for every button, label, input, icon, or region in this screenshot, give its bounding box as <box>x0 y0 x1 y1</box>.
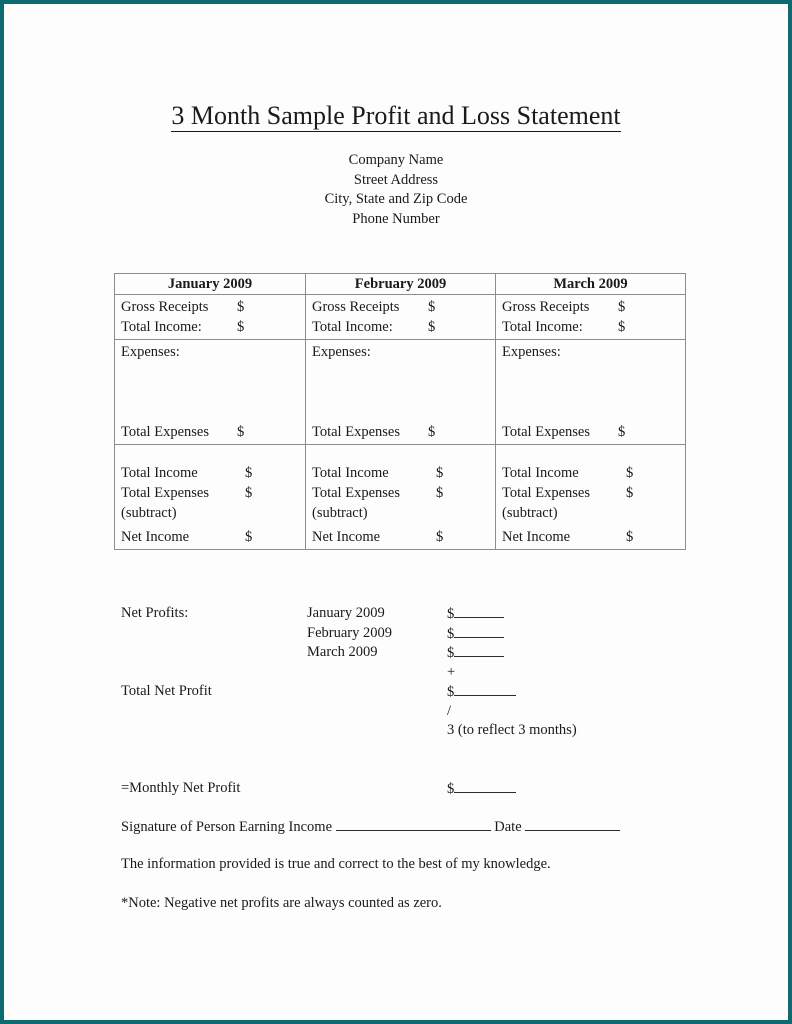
expenses-label: Expenses: <box>502 344 561 360</box>
currency-symbol: $ <box>447 645 455 661</box>
table-header-row <box>115 274 686 295</box>
summary-total-income-value: $ <box>245 465 253 481</box>
net-profit-february-blank[interactable] <box>454 624 504 638</box>
total-income-label: Total Income: <box>312 319 393 335</box>
column-header-january: January 2009 <box>115 274 306 295</box>
date-field[interactable] <box>525 817 620 831</box>
summary-total-income-label: Total Income <box>312 465 389 481</box>
total-expenses-label: Total Expenses <box>121 424 209 440</box>
subtract-note: (subtract) <box>312 505 368 521</box>
total-net-profit-amount <box>447 682 516 703</box>
currency-symbol: $ <box>447 625 455 642</box>
summary-total-income-label: Total Income <box>121 465 198 481</box>
summary-cell-january <box>115 445 306 550</box>
net-profit-amount-january <box>447 604 504 625</box>
monthly-net-profit-row <box>121 779 455 799</box>
attestation-text: The information provided is true and correct to the best of my knowledge. <box>121 856 551 872</box>
expenses-label: Expenses: <box>312 344 371 360</box>
net-profit-month-february: February 2009 <box>307 624 392 641</box>
net-profit-month-january: January 2009 <box>307 605 385 621</box>
document-sheet <box>4 4 788 1020</box>
net-income-label: Net Income <box>121 529 190 545</box>
summary-total-expenses-value: $ <box>626 485 634 501</box>
summary-cell-february <box>306 445 496 550</box>
signature-row <box>121 817 620 838</box>
net-profits-label: Net Profits: <box>121 605 189 621</box>
monthly-net-profit-amount <box>447 779 516 800</box>
signature-label: Signature of Person Earning Income <box>121 819 333 835</box>
income-cell-february <box>306 295 496 340</box>
column-header-february: February 2009 <box>306 274 496 295</box>
gross-receipts-value: $ <box>237 299 245 315</box>
summary-total-income-value: $ <box>436 465 444 481</box>
monthly-net-profit-blank[interactable] <box>454 779 516 793</box>
signature-field[interactable] <box>336 817 491 831</box>
summary-total-expenses-value: $ <box>436 485 444 501</box>
gross-receipts-label: Gross Receipts <box>312 299 400 315</box>
summary-total-expenses-label: Total Expenses <box>502 485 590 501</box>
company-name: Company Name <box>348 152 444 168</box>
gross-receipts-value: $ <box>428 299 436 315</box>
total-expenses-value: $ <box>428 424 436 440</box>
total-net-profit-label: Total Net Profit <box>121 683 212 699</box>
gross-receipts-label: Gross Receipts <box>502 299 590 315</box>
net-profit-amount-february <box>447 624 504 645</box>
total-income-label: Total Income: <box>502 319 583 335</box>
expenses-label: Expenses: <box>121 344 180 360</box>
currency-symbol: $ <box>447 781 455 797</box>
page-title <box>4 100 788 132</box>
net-profit-march-blank[interactable] <box>454 643 504 657</box>
total-income-value: $ <box>428 319 436 335</box>
currency-symbol: $ <box>447 684 455 700</box>
street-address: Street Address <box>353 171 439 188</box>
net-profit-amount-march <box>447 643 504 664</box>
subtract-note: (subtract) <box>502 505 558 521</box>
net-income-value: $ <box>436 529 444 545</box>
total-income-value: $ <box>618 319 626 335</box>
phone-number: Phone Number <box>352 210 440 227</box>
total-expenses-value: $ <box>618 424 626 440</box>
footnote-text: *Note: Negative net profits are always counted as zero. <box>121 895 442 911</box>
profit-loss-table <box>114 273 686 550</box>
net-income-value: $ <box>626 529 634 545</box>
net-income-label: Net Income <box>502 529 571 545</box>
plus-operator: + <box>447 663 456 680</box>
monthly-net-profit-label: =Monthly Net Profit <box>121 780 241 796</box>
date-label: Date <box>494 819 522 835</box>
net-income-label: Net Income <box>312 529 381 545</box>
expenses-cell-march <box>496 340 686 445</box>
summary-total-income-label: Total Income <box>502 465 579 481</box>
city-state-zip: City, State and Zip Code <box>324 191 468 207</box>
net-income-value: $ <box>245 529 253 545</box>
summary-cell-march <box>496 445 686 550</box>
table-row-expenses <box>115 340 686 445</box>
total-net-profit-blank[interactable] <box>454 682 516 696</box>
income-cell-march <box>496 295 686 340</box>
net-profit-month-march: March 2009 <box>307 644 378 660</box>
income-cell-january <box>115 295 306 340</box>
net-profit-january-blank[interactable] <box>454 604 504 618</box>
summary-total-expenses-label: Total Expenses <box>121 485 209 501</box>
divide-operator: / <box>447 702 452 719</box>
total-income-label: Total Income: <box>121 319 202 335</box>
expenses-cell-january <box>115 340 306 445</box>
column-header-march: March 2009 <box>496 274 686 295</box>
total-income-value: $ <box>237 319 245 335</box>
expenses-cell-february <box>306 340 496 445</box>
divisor-text: 3 (to reflect 3 months) <box>447 722 577 738</box>
gross-receipts-label: Gross Receipts <box>121 299 209 315</box>
total-expenses-label: Total Expenses <box>312 424 400 440</box>
table-row-summary <box>115 445 686 550</box>
currency-symbol: $ <box>447 606 455 622</box>
total-expenses-label: Total Expenses <box>502 424 590 440</box>
total-expenses-value: $ <box>237 424 245 440</box>
summary-total-expenses-label: Total Expenses <box>312 485 400 501</box>
page-title-text: 3 Month Sample Profit and Loss Statement <box>171 101 621 130</box>
table-row-income <box>115 295 686 340</box>
summary-total-income-value: $ <box>626 465 634 481</box>
subtract-note: (subtract) <box>121 505 177 521</box>
gross-receipts-value: $ <box>618 299 626 315</box>
company-info-block <box>4 151 788 229</box>
summary-total-expenses-value: $ <box>245 485 253 501</box>
